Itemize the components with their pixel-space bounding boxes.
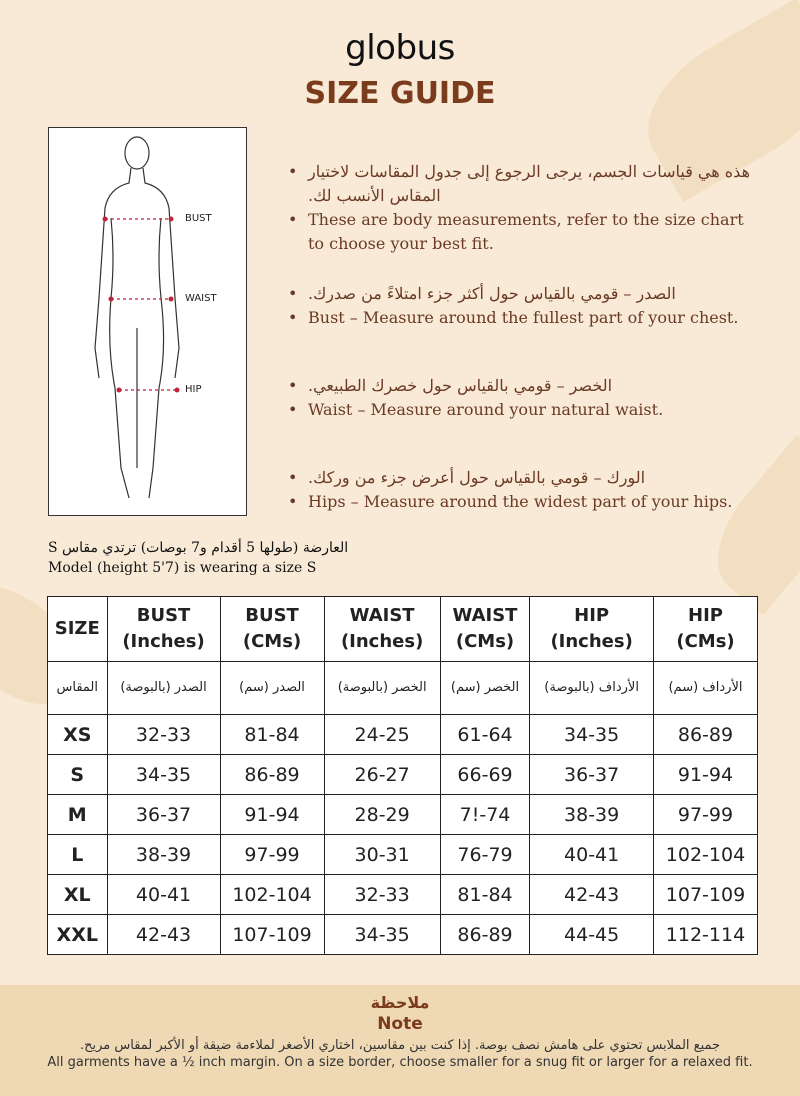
table-cell: 28-29 [324,795,440,835]
table-cell: 86-89 [440,915,530,955]
table-row [48,915,758,955]
table-row [48,875,758,915]
column-header [530,597,654,662]
model-info-en: Model (height 5'7) is wearing a size S [48,560,317,576]
table-cell: 81-84 [220,715,324,755]
table-cell: 34-35 [324,915,440,955]
header-line: BUST [136,605,191,626]
table-cell: 30-31 [324,835,440,875]
header-unit: (Inches) [122,631,205,652]
table-cell: 7!-74 [440,795,530,835]
measurement-instructions [288,160,758,540]
table-cell: 24-25 [324,715,440,755]
table-cell: 112-114 [653,915,757,955]
table-cell: 102-104 [220,875,324,915]
page-title: SIZE GUIDE [304,76,496,111]
header-row-ar [48,662,758,715]
size-label: XL [48,875,108,915]
bullet-en: • Hips – Measure around the widest part of your hips. [288,490,758,514]
bullet-en: • These are body measurements, refer to the size chart to choose your best fit. [288,208,758,256]
table-cell: 61-64 [440,715,530,755]
column-header [220,597,324,662]
bullet-ar: • الورك – قومي بالقياس حول أعرض جزء من وركك. [288,466,758,490]
note-text: All garments have a ½ inch margin. On a size border, choose smaller for a snug fit or larger for a relaxed fit. [47,1055,753,1070]
brand-logo: globus [345,28,455,68]
table-row [48,755,758,795]
table-cell: 91-94 [220,795,324,835]
column-header [653,597,757,662]
table-cell: 32-33 [324,875,440,915]
table-cell: 86-89 [220,755,324,795]
column-header-ar: المقاس [48,662,108,715]
note-title-ar: ملاحظة [370,993,430,1012]
header-row [48,597,758,662]
waist-label: WAIST [185,293,217,304]
note-title: Note [377,1014,423,1034]
size-label: M [48,795,108,835]
header-line: WAIST [452,605,518,626]
size-label: S [48,755,108,795]
table-cell: 42-43 [530,875,654,915]
note-section [0,985,800,1096]
header-unit: (Inches) [340,631,424,652]
column-header-ar: الأرداف (سم) [653,662,757,715]
header-line: HIP [688,605,723,626]
table-row [48,835,758,875]
table-cell: 38-39 [530,795,654,835]
column-header [107,597,220,662]
table-row [48,715,758,755]
table-cell: 34-35 [530,715,654,755]
column-header [48,597,108,662]
bullet-ar: • الخصر – قومي بالقياس حول خصرك الطبيعي. [288,374,758,398]
table-row [48,795,758,835]
table-cell: 97-99 [653,795,757,835]
size-chart-table [47,596,758,955]
header-line: BUST [245,605,299,626]
body-measurement-figure [48,127,247,516]
column-header-ar: الأرداف (بالبوصة) [530,662,654,715]
column-header-ar: الصدر (سم) [220,662,324,715]
header-unit: (CMs) [242,631,302,652]
note-text-ar: جميع الملابس تحتوي على هامش نصف بوصة. إذا كنت بين مقاسين، اختاري الأصغر لملاءمة ضيقة أو الأكبر لمقاس مريح. [79,1038,721,1053]
table-cell: 76-79 [440,835,530,875]
table-cell: 44-45 [530,915,654,955]
body-outline-icon [49,128,246,515]
table-cell: 97-99 [220,835,324,875]
column-header-ar: الخصر (سم) [440,662,530,715]
header-line: WAIST [349,605,415,626]
table-cell: 42-43 [107,915,220,955]
column-header-ar: الخصر (بالبوصة) [324,662,440,715]
model-info-ar: العارضة (طولها 5 أقدام و7 بوصات) ترتدي مقاس S [48,540,349,556]
hip-label: HIP [185,384,202,395]
size-label: XS [48,715,108,755]
size-label: XXL [48,915,108,955]
header-line: HIP [574,605,610,626]
table-cell: 38-39 [107,835,220,875]
header-unit: (CMs) [676,631,735,652]
table-cell: 26-27 [324,755,440,795]
table-cell: 40-41 [530,835,654,875]
bullet-ar: • هذه هي قياسات الجسم، يرجى الرجوع إلى جدول المقاسات لاختيار المقاس الأنسب لك. [288,160,758,208]
bullet-ar: • الصدر – قومي بالقياس حول أكثر جزء امتلاءً من صدرك. [288,282,758,306]
header-unit: (CMs) [455,631,515,652]
table-cell: 107-109 [653,875,757,915]
model-info [48,538,348,578]
table-cell: 107-109 [220,915,324,955]
size-label: L [48,835,108,875]
table-cell: 40-41 [107,875,220,915]
table-cell: 32-33 [107,715,220,755]
bullet-en: • Waist – Measure around your natural waist. [288,398,758,422]
bullet-en: • Bust – Measure around the fullest part of your chest. [288,306,758,330]
column-header-ar: الصدر (بالبوصة) [107,662,220,715]
table-cell: 91-94 [653,755,757,795]
table-cell: 66-69 [440,755,530,795]
table-cell: 102-104 [653,835,757,875]
header-unit: (Inches) [550,631,633,652]
table-cell: 86-89 [653,715,757,755]
table-cell: 81-84 [440,875,530,915]
column-header [440,597,530,662]
bust-label: BUST [185,213,212,224]
table-cell: 36-37 [107,795,220,835]
table-cell: 36-37 [530,755,654,795]
header-line: SIZE [54,618,100,639]
column-header [324,597,440,662]
table-cell: 34-35 [107,755,220,795]
